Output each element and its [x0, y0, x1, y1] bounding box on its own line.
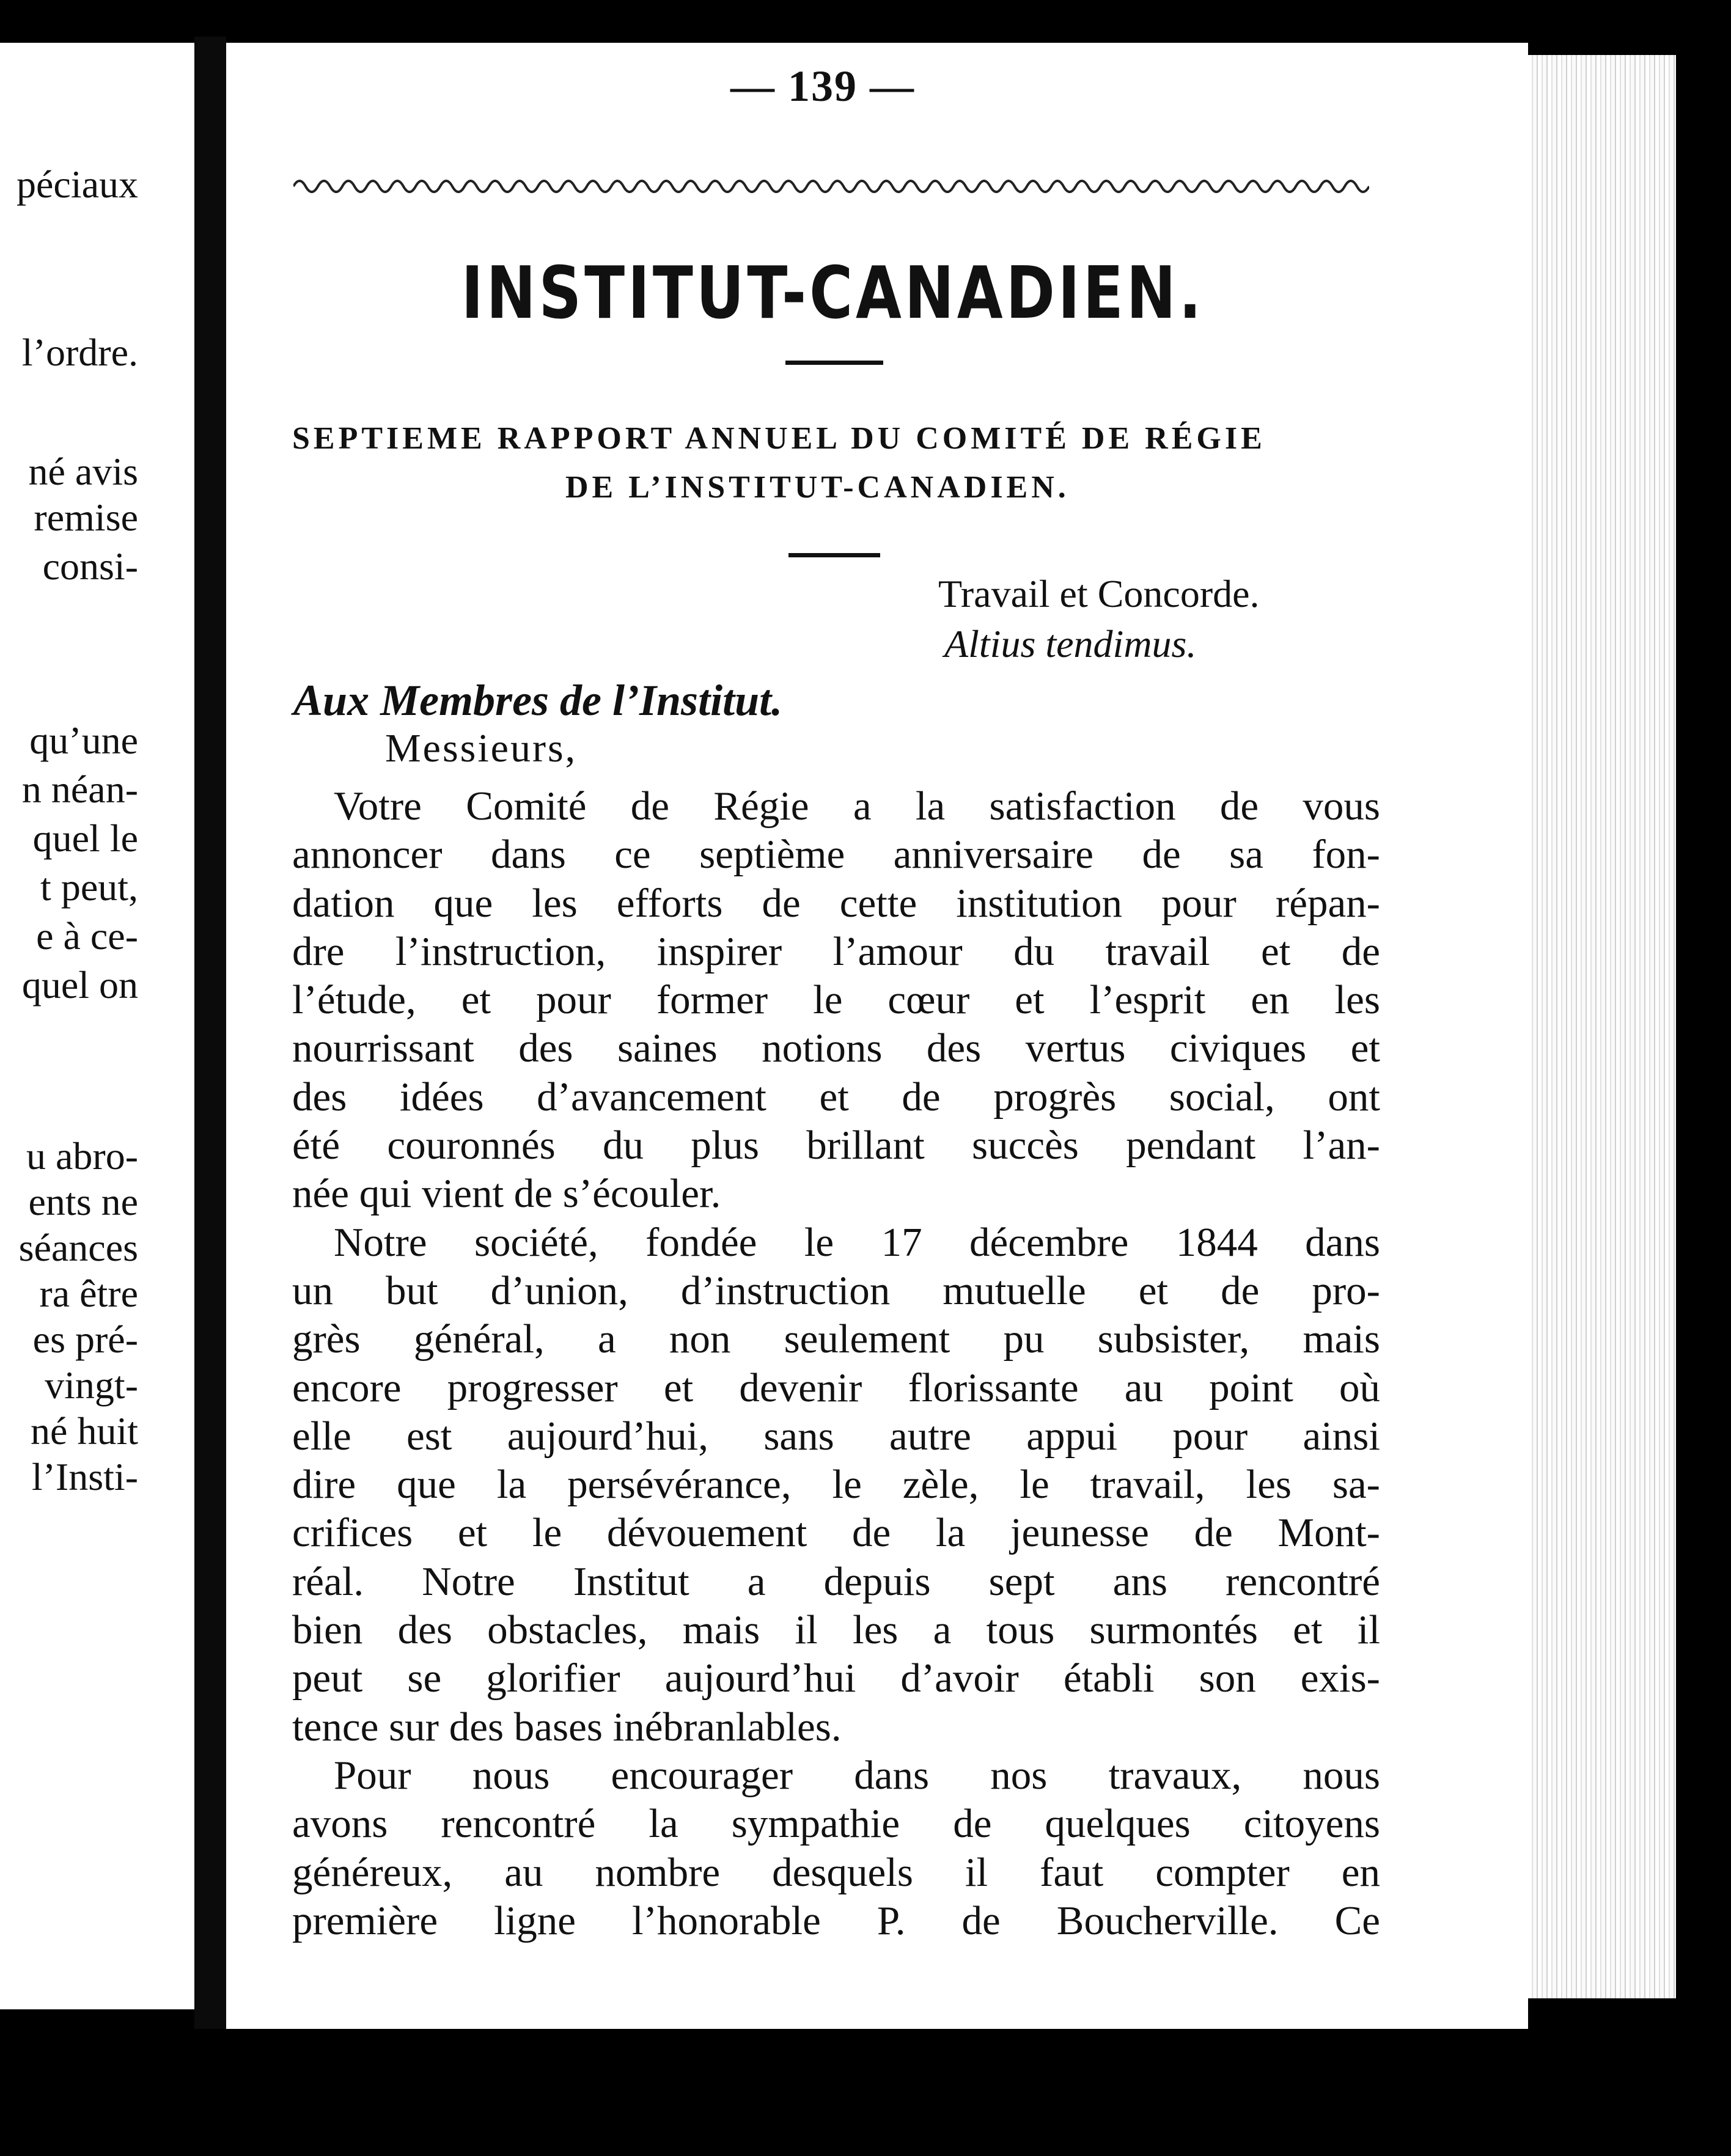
body-line: nourrissant des saines notions des vertus civiques et	[292, 1025, 1380, 1071]
left-page-line: remise	[34, 496, 138, 539]
left-page-line: consi-	[42, 544, 138, 588]
body-line: Notre société, fondée le 17 décembre 1844 dans	[334, 1219, 1380, 1265]
left-page-line: l’Insti-	[31, 1455, 138, 1498]
left-page-line: es pré-	[32, 1318, 138, 1361]
book-spine	[194, 37, 226, 2029]
body-line: dire que la persévérance, le zèle, le travail, les sa-	[292, 1462, 1380, 1508]
body-line: elle est aujourd’hui, sans autre appui pour ainsi	[292, 1413, 1380, 1459]
body-line: Pour nous encourager dans nos travaux, nous	[334, 1752, 1380, 1798]
body-line: tence sur des bases inébranlables.	[292, 1704, 842, 1750]
left-page-line: quel le	[32, 816, 138, 860]
body-line: des idées d’avancement et de progrès social, ont	[292, 1074, 1380, 1120]
body-line: l’étude, et pour former le cœur et l’esprit en les	[292, 977, 1380, 1023]
left-page-line: qu’une	[29, 719, 138, 762]
left-page-line: péciaux	[17, 163, 138, 206]
left-page-line: vingt-	[45, 1363, 138, 1407]
body-line: Votre Comité de Régie a la satisfaction de vous	[334, 783, 1380, 829]
left-page-line: séances	[18, 1226, 138, 1269]
body-line: bien des obstacles, mais il les a tous surmontés et il	[292, 1607, 1380, 1653]
left-page-line: ents ne	[28, 1180, 138, 1223]
body-line: été couronnés du plus brillant succès pendant l’an-	[292, 1123, 1380, 1168]
wavy-divider-ornament	[293, 174, 1369, 199]
body-line: avons rencontré la sympathie de quelques citoyens	[292, 1801, 1380, 1847]
body-line: annoncer dans ce septième anniversaire de sa fon-	[292, 832, 1380, 878]
left-page-line: n néan-	[21, 768, 138, 811]
body-line: première ligne l’honorable P. de Boucherville. Ce	[292, 1898, 1380, 1943]
page-edge-stack	[1522, 55, 1676, 1998]
body-line: dation que les efforts de cette institution pour répan-	[292, 880, 1380, 926]
left-page-line: né avis	[28, 450, 138, 493]
left-page-line: quel on	[21, 963, 138, 1007]
body-line: née qui vient de s’écouler.	[292, 1171, 721, 1217]
left-page-line: ra être	[39, 1272, 138, 1315]
salutation: Aux Membres de l’Institut.	[293, 676, 783, 725]
report-subtitle-line-2: DE L’INSTITUT-CANADIEN.	[565, 470, 1070, 505]
subtitle-rule	[788, 553, 880, 557]
left-page-line: u abro-	[26, 1134, 138, 1178]
greeting: Messieurs,	[385, 726, 578, 771]
body-line: encore progresser et devenir florissante au point où	[292, 1365, 1380, 1410]
body-text	[292, 782, 1380, 1945]
body-line: dre l’instruction, inspirer l’amour du travail et de	[292, 928, 1380, 974]
report-subtitle-line-1: SEPTIEME RAPPORT ANNUEL DU COMITÉ DE RÉGIE	[292, 421, 1266, 456]
body-line: peut se glorifier aujourd’hui d’avoir établi son exis-	[292, 1656, 1380, 1701]
main-title: INSTITUT-CANADIEN.	[461, 251, 1205, 335]
body-line: grès général, a non seulement pu subsister, mais	[292, 1316, 1380, 1362]
left-page-line: e à ce-	[36, 914, 138, 958]
body-line: réal. Notre Institut a depuis sept ans rencontré	[292, 1558, 1380, 1604]
motto-line-1: Travail et Concorde.	[938, 572, 1260, 615]
body-line: crifices et le dévouement de la jeunesse de Mont-	[292, 1510, 1380, 1556]
motto-line-2: Altius tendimus.	[944, 622, 1197, 666]
left-page-line: t peut,	[40, 865, 138, 909]
left-page-fragment	[0, 43, 194, 2009]
title-rule	[785, 361, 883, 365]
body-line: un but d’union, d’instruction mutuelle et de pro-	[292, 1267, 1380, 1313]
left-page-line: né huit	[31, 1409, 138, 1453]
page-number: — 139 —	[730, 62, 915, 111]
left-page-line: l’ordre.	[21, 331, 138, 374]
body-line: généreux, au nombre desquels il faut compter en	[292, 1849, 1380, 1895]
